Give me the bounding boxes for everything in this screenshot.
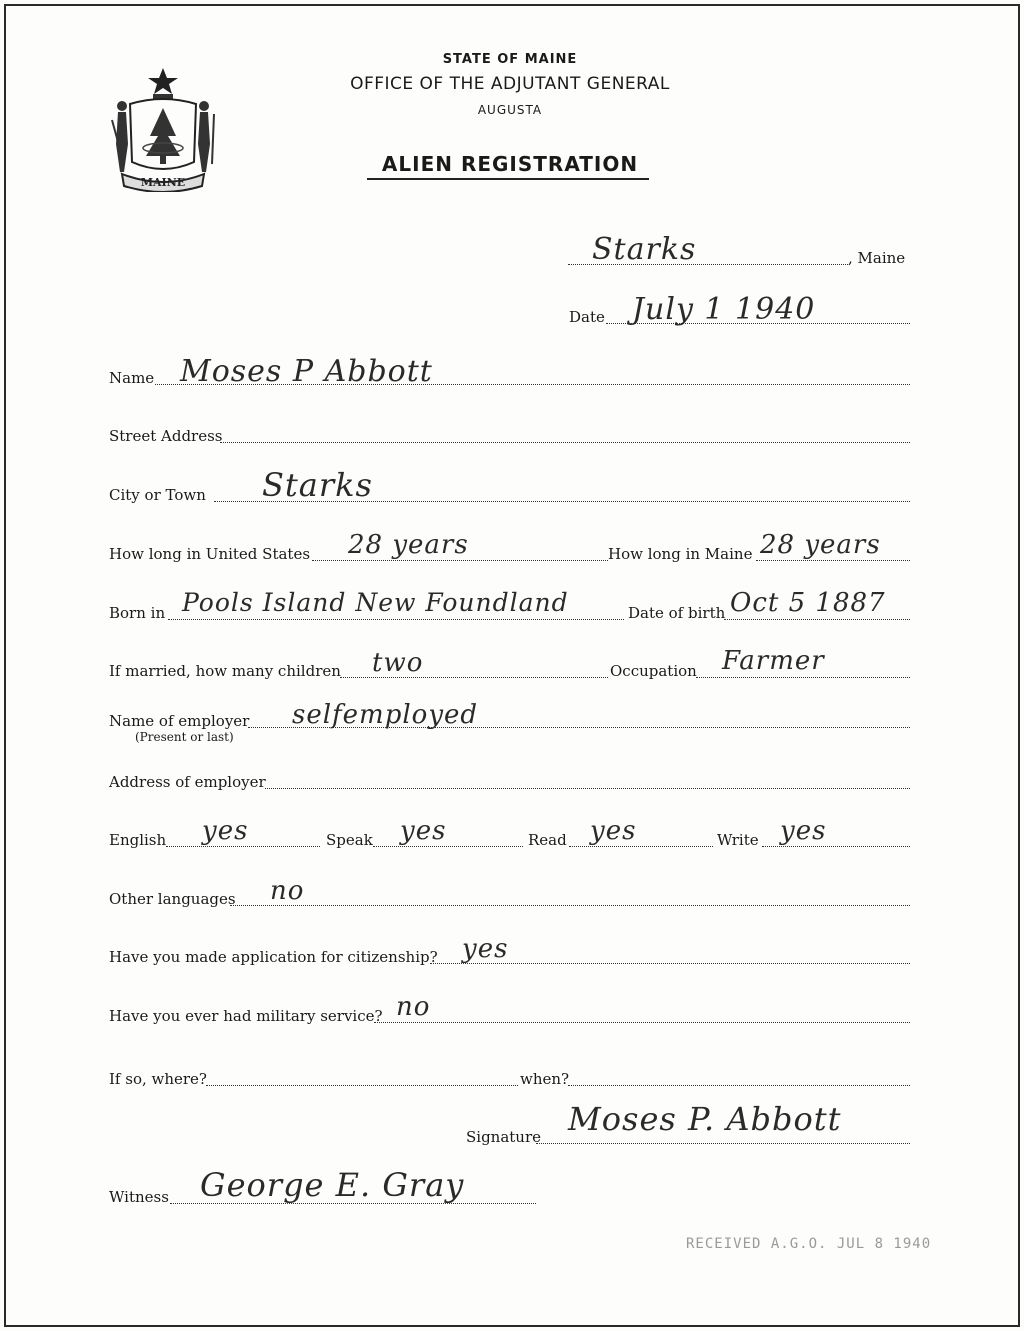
write-label: Write [717,831,759,849]
children-value: two [372,648,424,678]
english-label: English [109,831,167,849]
maine-duration-value: 28 years [760,530,881,560]
write-line [762,846,910,847]
military-line [374,1022,910,1023]
english-line [166,846,320,847]
speak-value: yes [400,816,447,846]
write-value: yes [780,816,827,846]
born-value: Pools Island New Foundland [182,588,569,617]
us-duration-value: 28 years [348,530,469,560]
header-city: AUGUSTA [477,103,543,117]
us-duration-label: How long in United States [109,545,311,563]
witness-value: George E. Gray [200,1166,465,1204]
when-label: when? [520,1070,570,1088]
military-value: no [396,992,431,1022]
read-line [569,846,713,847]
name-label: Name [109,369,155,387]
born-label: Born in [109,604,166,622]
header-office: OFFICE OF THE ADJUTANT GENERAL [350,74,670,94]
other-languages-label: Other languages [109,890,236,908]
read-label: Read [528,831,567,849]
signature-value: Moses P. Abbott [568,1100,842,1138]
read-value: yes [590,816,637,846]
employer-label: Name of employer [109,712,250,730]
english-value: yes [202,816,249,846]
when-line [568,1085,910,1086]
town-suffix-label: , Maine [848,249,906,267]
town-value: Starks [592,232,697,267]
form-title: ALIEN REGISTRATION [381,152,639,176]
occupation-value: Farmer [722,646,825,676]
received-stamp: RECEIVED A.G.O. JUL 8 1940 [686,1236,932,1252]
signature-label: Signature [466,1128,542,1146]
born-line [168,619,624,620]
speak-line [373,846,523,847]
citizenship-value: yes [462,934,509,964]
us-duration-line [312,560,608,561]
title-underline [367,178,649,180]
occupation-label: Occupation [610,662,697,680]
other-languages-line [230,905,910,906]
city-label: City or Town [109,486,206,504]
occupation-line [696,677,910,678]
street-line [220,442,910,443]
date-value: July 1 1940 [632,292,816,327]
employer-value: selfemployed [292,700,479,730]
street-label: Street Address [109,427,223,445]
where-line [206,1085,518,1086]
signature-line [536,1143,910,1144]
citizenship-label: Have you made application for citizenship? [109,948,438,966]
maine-duration-label: How long in Maine [608,545,753,563]
seal-banner-text: MAINE [140,176,186,189]
speak-label: Speak [326,831,373,849]
employer-address-line [265,788,910,789]
witness-label: Witness [109,1188,169,1206]
employer-address-label: Address of employer [109,773,266,791]
dob-value: Oct 5 1887 [730,588,886,618]
dob-label: Date of birth [628,604,726,622]
date-label: Date [569,308,605,326]
city-value: Starks [262,466,373,504]
where-label: If so, where? [109,1070,207,1088]
header-state: STATE OF MAINE [442,52,578,67]
other-languages-value: no [270,876,305,906]
children-label: If married, how many children [109,662,341,680]
employer-sublabel: (Present or last) [135,730,234,744]
military-label: Have you ever had military service? [109,1007,383,1025]
dob-line [724,619,910,620]
maine-duration-line [756,560,910,561]
name-value: Moses P Abbott [180,354,433,389]
